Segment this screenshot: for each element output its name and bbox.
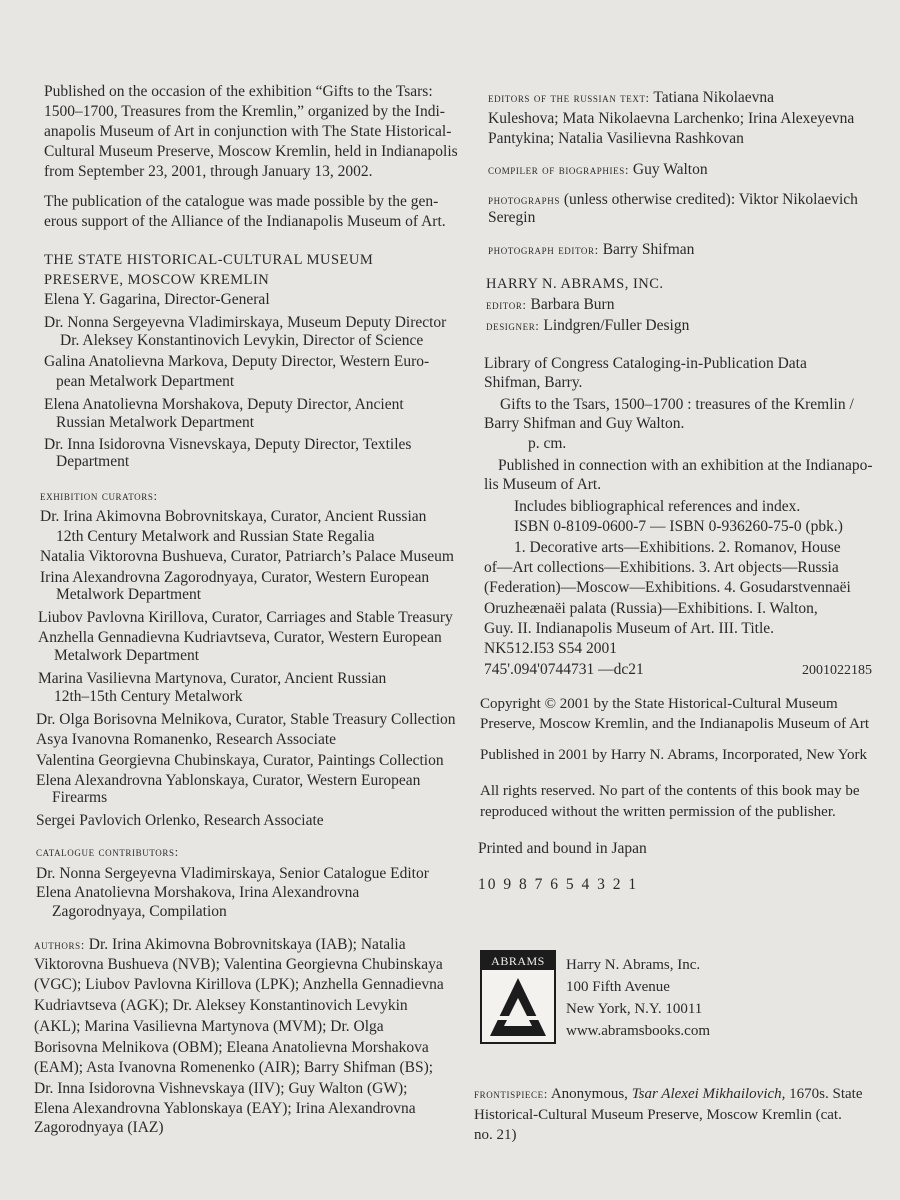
printing-line: 10 9 8 7 6 5 4 3 2 1 (478, 876, 639, 893)
editors-line (488, 88, 774, 108)
intro-line: anapolis Museum of Art in conjunction with The State Historical- (44, 123, 452, 140)
address-line: Harry N. Abrams, Inc. (566, 957, 701, 973)
museum-heading: PRESERVE, MOSCOW KREMLIN (44, 272, 270, 288)
cip-line: Includes bibliographical references and index. (514, 498, 801, 515)
contributor-line: Elena Anatolievna Morshakova, Irina Alexandrovna (36, 884, 360, 901)
curator-line: Natalia Viktorovna Bushueva, Curator, Patriarch’s Palace Museum (40, 548, 454, 565)
cip-line: Shifman, Barry. (484, 374, 583, 391)
photographs-text: (unless otherwise credited): Viktor Nikolaevich (559, 191, 858, 208)
authors-line: Zagorodnyaya (IAZ) (34, 1119, 164, 1136)
editors-line: Kuleshova; Mata Nikolaevna Larchenko; Irina Alexeyevna (488, 110, 855, 127)
staff-line: pean Metalwork Department (56, 373, 235, 390)
photo-editor-value: Barry Shifman (598, 241, 695, 258)
copyright-line: Copyright © 2001 by the State Historical-Cultural Museum (480, 696, 838, 712)
cip-line: Library of Congress Cataloging-in-Publication Data (484, 355, 807, 372)
curator-line: 12th–15th Century Metalwork (54, 688, 243, 705)
designer-value: Lindgren/Fuller Design (539, 317, 690, 334)
curator-line: Liubov Pavlovna Kirillova, Curator, Carriages and Stable Treasury (38, 609, 453, 626)
curator-line: Sergei Pavlovich Orlenko, Research Associate (36, 812, 324, 829)
publisher-heading: HARRY N. ABRAMS, INC. (486, 276, 664, 292)
cip-line: Barry Shifman and Guy Walton. (484, 415, 685, 432)
photo-editor-label: photograph editor: (488, 242, 599, 257)
designer-line (486, 316, 689, 336)
cip-line: Published in connection with an exhibition at the Indianapo- (498, 457, 873, 474)
curator-line: Irina Alexandrovna Zagorodnyaya, Curator, Western European (40, 569, 430, 586)
abrams-logo (480, 950, 556, 1044)
cip-line: Oruzheænaëi palata (Russia)—Exhibitions. I. Walton, (484, 600, 818, 617)
curator-line: Asya Ivanovna Romanenko, Research Associate (36, 731, 337, 748)
cip-line: lis Museum of Art. (484, 476, 602, 493)
authors-line: Borisovna Melnikova (OBM); Eleana Anatolievna Morshakova (34, 1039, 429, 1056)
editor-line (486, 295, 614, 315)
museum-heading: THE STATE HISTORICAL-CULTURAL MUSEUM (44, 252, 374, 268)
authors-line: (VGC); Liubov Pavlovna Kirillova (LPK); Anzhella Gennadievna (34, 976, 444, 993)
compiler-line (488, 160, 708, 180)
photographs-line (488, 190, 858, 210)
staff-line: Department (56, 453, 130, 470)
cip-line: 1. Decorative arts—Exhibitions. 2. Romanov, House (514, 539, 841, 556)
cip-line: of—Art collections—Exhibitions. 3. Art objects—Russia (484, 559, 839, 576)
compiler-value: Guy Walton (629, 161, 708, 178)
cip-line: p. cm. (528, 435, 567, 452)
intro-line: 1500–1700, Treasures from the Kremlin,” organized by the Indi- (44, 103, 445, 120)
photographs-label: photographs (488, 192, 560, 207)
intro-line: Published on the occasion of the exhibition “Gifts to the Tsars: (44, 83, 433, 100)
authors-label: authors: (34, 937, 85, 952)
authors-line: Dr. Inna Isidorovna Vishnevskaya (IIV); Guy Walton (GW); (34, 1080, 408, 1097)
curator-line: Valentina Georgievna Chubinskaya, Curator, Paintings Collection (36, 752, 444, 769)
frontispiece-line (474, 1084, 863, 1104)
curators-heading: exhibition curators: (40, 488, 158, 503)
staff-line: Elena Y. Gagarina, Director-General (44, 291, 270, 308)
cip-number: 2001022185 (802, 663, 872, 678)
intro-line: from September 23, 2001, through January 13, 2002. (44, 163, 373, 180)
curator-line: 12th Century Metalwork and Russian State Regalia (56, 528, 375, 545)
rights-line: All rights reserved. No part of the contents of this book may be (480, 783, 860, 799)
curator-line: Firearms (52, 789, 108, 806)
contributors-heading: catalogue contributors: (36, 844, 179, 859)
authors-line: (AKL); Marina Vasilievna Martynova (MVM); Dr. Olga (34, 1018, 384, 1035)
frontispiece-label: frontispiece: (474, 1086, 548, 1101)
address-line: www.abramsbooks.com (566, 1023, 711, 1039)
curator-line: Dr. Olga Borisovna Melnikova, Curator, Stable Treasury Collection (36, 711, 456, 728)
frontispiece-line: Historical-Cultural Museum Preserve, Moscow Kremlin (cat. (474, 1107, 842, 1123)
authors-line: Kudriavtseva (AGK); Dr. Aleksey Konstantinovich Levykin (34, 997, 408, 1014)
cip-line: 745'.094'0744731 —dc21 (484, 661, 644, 678)
pyramid-icon (488, 976, 548, 1038)
curator-line: Metalwork Department (54, 647, 200, 664)
address-line: New York, N.Y. 10011 (566, 1001, 703, 1017)
editors-label: editors of the russian text: (488, 90, 650, 105)
designer-label: designer: (486, 318, 540, 333)
intro-line: Cultural Museum Preserve, Moscow Kremlin, held in Indianapolis (44, 143, 458, 160)
copyright-line: Preserve, Moscow Kremlin, and the Indianapolis Museum of Art (480, 716, 870, 732)
frontispiece-line: no. 21) (474, 1127, 517, 1143)
curator-line: Elena Alexandrovna Yablonskaya, Curator, Western European (36, 772, 421, 789)
address-line: 100 Fifth Avenue (566, 979, 670, 995)
curator-line: Anzhella Gennadievna Kudriavtseva, Curator, Western European (38, 629, 442, 646)
frontispiece-post: 1670s. State (785, 1086, 863, 1102)
cip-line: Guy. II. Indianapolis Museum of Art. III. Title. (484, 620, 775, 637)
authors-line: Viktorovna Bushueva (NVB); Valentina Georgievna Chubinskaya (34, 956, 443, 973)
compiler-label: compiler of biographies: (488, 162, 630, 177)
photographs-line: Seregin (488, 209, 536, 226)
staff-line: Elena Anatolievna Morshakova, Deputy Director, Ancient (44, 396, 404, 413)
printed-line: Printed and bound in Japan (478, 840, 647, 857)
published-line: Published in 2001 by Harry N. Abrams, Incorporated, New York (480, 747, 868, 763)
authors-line (34, 935, 406, 955)
frontispiece-title: Tsar Alexei Mikhailovich, (631, 1086, 786, 1102)
authors-line: Elena Alexandrovna Yablonskaya (EAY); Irina Alexandrovna (34, 1100, 416, 1117)
contributor-line: Zagorodnyaya, Compilation (52, 903, 227, 920)
cip-line: ISBN 0-8109-0600-7 — ISBN 0-936260-75-0 (pbk.) (514, 518, 843, 535)
cip-line: NK512.I53 S54 2001 (484, 640, 618, 657)
rights-line: reproduced without the written permission of the publisher. (480, 804, 836, 820)
staff-line: Dr. Nonna Sergeyevna Vladimirskaya, Museum Deputy Director (44, 314, 447, 331)
contributor-line: Dr. Nonna Sergeyevna Vladimirskaya, Senior Catalogue Editor (36, 865, 429, 882)
curator-line: Dr. Irina Akimovna Bobrovnitskaya, Curator, Ancient Russian (40, 508, 427, 525)
curator-line: Marina Vasilievna Martynova, Curator, Ancient Russian (38, 670, 387, 687)
staff-line: Russian Metalwork Department (56, 414, 255, 431)
editors-line: Pantykina; Natalia Vasilievna Rashkovan (488, 130, 744, 147)
staff-line: Galina Anatolievna Markova, Deputy Director, Western Euro- (44, 353, 430, 370)
curator-line: Metalwork Department (56, 586, 202, 603)
support-line: erous support of the Alliance of the Indianapolis Museum of Art. (44, 213, 446, 230)
support-line: The publication of the catalogue was made possible by the gen- (44, 193, 439, 210)
abrams-logo-wordmark: ABRAMS (482, 952, 554, 970)
authors-text: Dr. Irina Akimovna Bobrovnitskaya (IAB); Natalia (84, 936, 406, 953)
editor-value: Barbara Burn (526, 296, 615, 313)
editor-label: editor: (486, 297, 527, 312)
authors-line: (EAM); Asta Ivanovna Romenenko (AIR); Barry Shifman (BS); (34, 1059, 434, 1076)
cip-line: Gifts to the Tsars, 1500–1700 : treasures of the Kremlin / (500, 396, 854, 413)
staff-line: Dr. Aleksey Konstantinovich Levykin, Director of Science (60, 332, 424, 349)
frontispiece-pre: Anonymous, (547, 1086, 632, 1102)
staff-line: Dr. Inna Isidorovna Visnevskaya, Deputy Director, Textiles (44, 436, 412, 453)
photo-editor-line (488, 240, 694, 260)
editors-text: Tatiana Nikolaevna (649, 89, 775, 106)
cip-line: (Federation)—Moscow—Exhibitions. 4. Gosudarstvennaëi (484, 579, 851, 596)
